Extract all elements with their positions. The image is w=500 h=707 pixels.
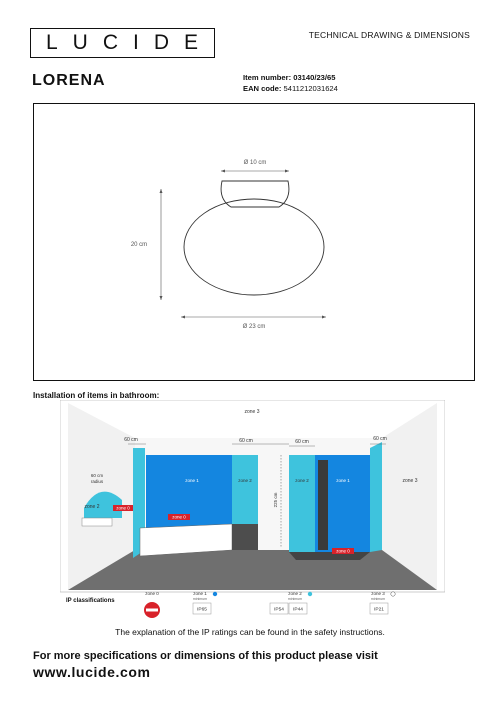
- technical-drawing-frame: [33, 103, 475, 381]
- zone0-tub-label: zone 0: [172, 514, 186, 520]
- zone2-shower-left: [289, 455, 315, 552]
- dim-60-radius-2: radius: [90, 479, 104, 484]
- document-type: TECHNICAL DRAWING & DIMENSIONS: [308, 30, 470, 40]
- legend-zone3-min: minimum: [370, 597, 386, 601]
- height-225-label: 225 cm: [273, 492, 278, 508]
- product-name: LORENA: [32, 72, 106, 89]
- zone1-shower-label: zone 1: [336, 478, 350, 483]
- legend-zone1: zone 1: [193, 591, 207, 596]
- legend-zone1-min: minimum: [192, 597, 208, 601]
- dim-60-right-inner: 60 cm: [295, 439, 309, 445]
- item-number-row: [243, 72, 338, 83]
- ip44-label: IP44: [293, 607, 303, 613]
- arrow-icon: [285, 170, 289, 173]
- bathroom-zones-diagram: [60, 400, 445, 620]
- lamp-mount-base: [221, 181, 289, 207]
- lamp-drawing: [34, 104, 474, 380]
- zone2-shower-right: [370, 442, 382, 552]
- shower-tray: [289, 552, 370, 560]
- zone3-top-label: zone 3: [244, 409, 260, 415]
- zone2-dot-icon: [308, 592, 312, 596]
- product-meta: [243, 72, 338, 94]
- bottom-diameter-label: Ø 23 cm: [242, 324, 266, 330]
- ip54-label: IP54: [274, 607, 284, 613]
- zone2-left-label: zone 2: [84, 504, 100, 510]
- zone2-mid-label: zone 2: [238, 478, 252, 483]
- brand-logo-text: LUCIDE: [45, 31, 214, 54]
- shower-glass: [318, 460, 328, 550]
- ip21-label: IP21: [374, 607, 384, 613]
- sink: [82, 518, 112, 526]
- ean-row: [243, 83, 338, 94]
- item-number-label: Item number:: [243, 73, 292, 82]
- ean-label: EAN code:: [243, 84, 282, 93]
- no-entry-bar: [146, 609, 158, 612]
- arrow-icon: [160, 296, 163, 300]
- height-label: 20 cm: [130, 242, 148, 248]
- legend-zone2: zone 2: [288, 591, 302, 596]
- item-number-value: 03140/23/65: [293, 73, 336, 82]
- ip-footnote: The explanation of the IP ratings can be found in the safety instructions.: [115, 627, 385, 637]
- zone2-shower-label: zone 2: [295, 478, 309, 483]
- ip65-label: IP65: [197, 607, 207, 613]
- brand-logo: [30, 28, 215, 58]
- zone3-right-label: zone 3: [402, 478, 418, 484]
- ean-value: 5411212031624: [283, 84, 338, 93]
- dim-60-right: 60 cm: [373, 436, 387, 442]
- legend-zone2-min: minimum: [287, 597, 303, 601]
- zone0-shower-label: zone 0: [336, 548, 350, 554]
- bathroom-section-title: Installation of items in bathroom:: [33, 391, 160, 400]
- zone3-dot-icon: [391, 592, 395, 596]
- legend-zone3: zone 3: [371, 591, 385, 596]
- lamp-globe: [184, 199, 324, 295]
- footer-url[interactable]: www.lucide.com: [33, 664, 151, 680]
- zone0-sink-label: zone 0: [116, 505, 130, 511]
- dim-60-center: 60 cm: [239, 438, 253, 444]
- arrow-icon: [160, 189, 163, 193]
- ip-classifications-label: IP classifications: [66, 598, 115, 604]
- bathtub-side: [232, 524, 258, 550]
- zone1-dot-icon: [213, 592, 217, 596]
- dim-60-radius-1: 60 cm: [90, 473, 104, 478]
- top-diameter-label: Ø 10 cm: [243, 160, 267, 166]
- arrow-icon: [322, 316, 326, 319]
- arrow-icon: [221, 170, 225, 173]
- arrow-icon: [181, 316, 185, 319]
- footer-text: For more specifications or dimensions of this product please visit: [33, 650, 378, 662]
- dim-60-left: 60 cm: [124, 437, 138, 443]
- zone1-bath-label: zone 1: [185, 478, 199, 483]
- legend-zone0: zone 0: [145, 591, 159, 596]
